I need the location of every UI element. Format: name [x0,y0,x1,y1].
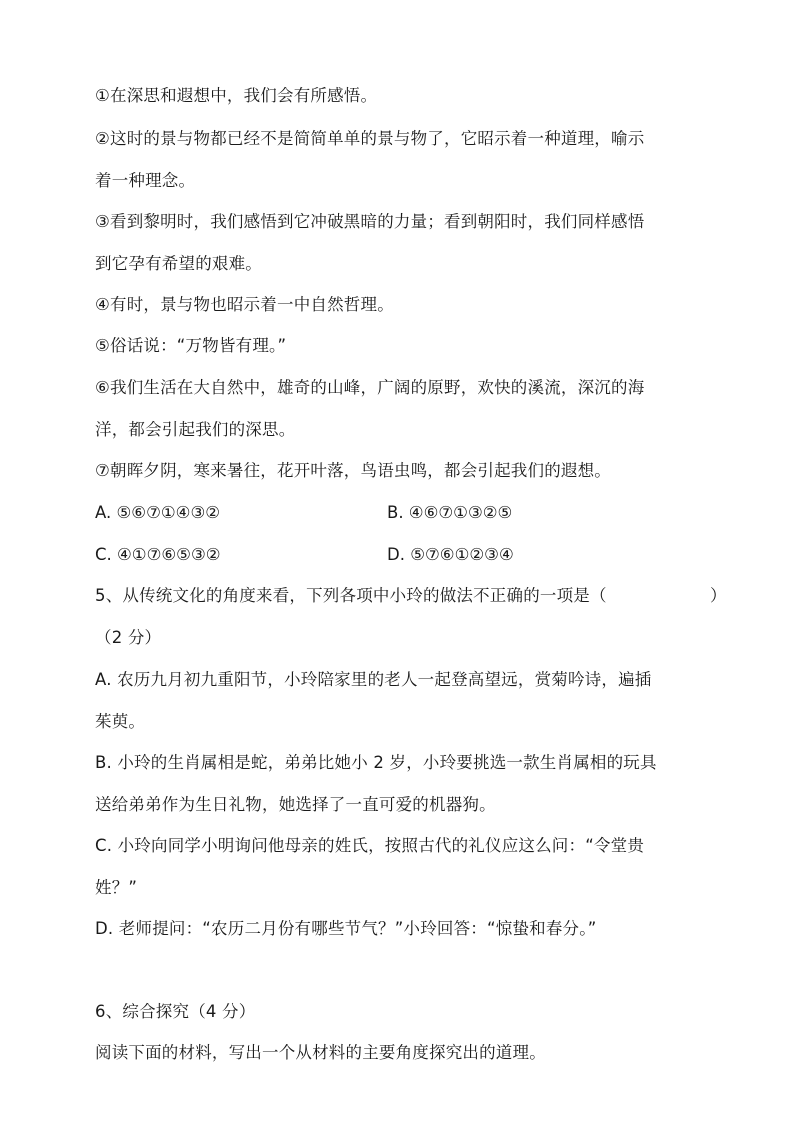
sentence-1: ①在深思和遐想中，我们会有所感悟。 [95,86,378,105]
q4-option-d: D. ⑤⑦⑥①②③④ [387,545,514,564]
q5-score: （2 分） [95,628,162,647]
sentence-5: ⑤俗话说：“万物皆有理。” [95,336,287,355]
q4-option-b: B. ④⑥⑦①③②⑤ [387,503,513,522]
sentence-2-line-1: ②这时的景与物都已经不是简简单单的景与物了，它昭示着一种道理，喻示 [95,129,645,148]
sentence-3-line-2: 到它孕有希望的艰难。 [95,254,262,273]
q6-instruction: 阅读下面的材料，写出一个从材料的主要角度探究出的道理。 [95,1043,546,1062]
q5-stem: 5、从传统文化的角度来看，下列各项中小玲的做法不正确的一项是（ [95,586,607,605]
q5-option-b-line-1: B. 小玲的生肖属相是蛇，弟弟比她小 2 岁，小玲要挑选一款生肖属相的玩具 [95,753,657,772]
sentence-6-line-1: ⑥我们生活在大自然中，雄奇的山峰，广阔的原野，欢快的溪流，深沉的海 [95,378,645,397]
sentence-3-line-1: ③看到黎明时，我们感悟到它冲破黑暗的力量；看到朝阳时，我们同样感悟 [95,212,645,231]
q4-option-a: A. ⑤⑥⑦①④③② [95,503,221,522]
q6-title: 6、综合探究（4 分） [95,1002,256,1021]
sentence-6-line-2: 洋，都会引起我们的深思。 [95,420,296,439]
sentence-4: ④有时，景与物也昭示着一中自然哲理。 [95,295,394,314]
sentence-7: ⑦朝晖夕阴，寒来暑往，花开叶落，鸟语虫鸣，都会引起我们的遐想。 [95,461,611,480]
q5-option-c-line-1: C. 小玲向同学小明询问他母亲的姓氏，按照古代的礼仪应这么问：“令堂贵 [95,836,645,855]
q5-option-b-line-2: 送给弟弟作为生日礼物，她选择了一直可爱的机器狗。 [95,795,496,814]
sentence-2-line-2: 着一种理念。 [95,171,196,190]
q4-option-c: C. ④①⑦⑥⑤③② [95,545,221,564]
q5-option-a-line-1: A. 农历九月初九重阳节，小玲陪家里的老人一起登高望远，赏菊吟诗，遍插 [95,670,652,689]
q5-option-c-line-2: 姓？” [95,878,138,897]
q5-option-d: D. 老师提问：“农历二月份有哪些节气？”小玲回答：“惊蛰和春分。” [95,919,597,938]
q5-option-a-line-2: 茱萸。 [95,712,146,731]
q5-answer-paren-close: ） [710,586,727,605]
